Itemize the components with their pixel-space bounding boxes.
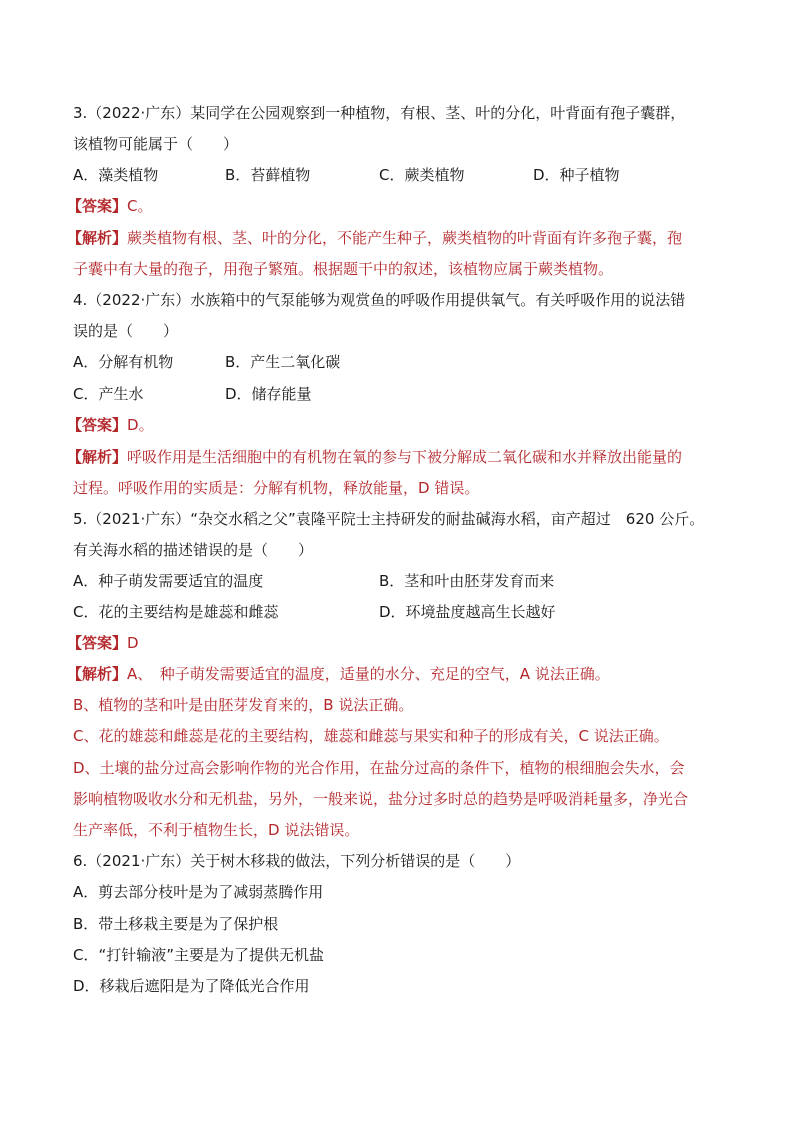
q6-option-b: B．带土移栽主要是为了保护根: [73, 915, 279, 933]
q4-analysis-line1: [67, 447, 682, 467]
q6-option-c: C．“打针输液”主要是为了提供无机盐: [73, 946, 325, 964]
q5-analysis-line-d2: 影响植物吸收水分和无机盐，另外，一般来说，盐分过多时总的趋势是呼吸消耗量多，净光合: [73, 790, 689, 808]
answer-value: D: [127, 634, 139, 652]
q6-stem: 6.（2021·广东）关于树木移栽的做法，下列分析错误的是（ ）: [73, 852, 521, 870]
answer-value: D。: [127, 416, 154, 434]
analysis-tag: 【解析】: [67, 448, 128, 466]
q4-answer: [67, 415, 154, 435]
q4-option-d: D．储存能量: [225, 385, 312, 403]
q5-option-c: C．花的主要结构是雄蕊和雌蕊: [73, 603, 279, 621]
q4-option-a: A．分解有机物: [73, 353, 174, 371]
q3-analysis-line2: 子囊中有大量的孢子，用孢子繁殖。根据题干中的叙述，该植物应属于蕨类植物。: [73, 260, 614, 278]
q3-option-b: B．苔藓植物: [225, 166, 311, 184]
q5-option-b: B．茎和叶由胚芽发育而来: [379, 572, 555, 590]
q5-option-a: A．种子萌发需要适宜的温度: [73, 572, 264, 590]
q4-option-b: B．产生二氧化碳: [225, 353, 341, 371]
analysis-text: 蕨类植物有根、茎、叶的分化，不能产生种子，蕨类植物的叶背面有许多孢子囊，孢: [127, 229, 683, 247]
analysis-text: A、 种子萌发需要适宜的温度，适量的水分、充足的空气，A 说法正确。: [127, 665, 610, 683]
q3-option-d: D．种子植物: [533, 166, 620, 184]
answer-tag: 【答案】: [67, 197, 128, 215]
answer-tag: 【答案】: [67, 634, 128, 652]
q5-analysis-line-c: C、花的雄蕊和雌蕊是花的主要结构，雄蕊和雌蕊与果实和种子的形成有关，C 说法正确。: [73, 727, 669, 745]
q6-option-a: A．剪去部分枝叶是为了减弱蒸腾作用: [73, 883, 324, 901]
q3-option-a: A．藻类植物: [73, 166, 159, 184]
q5-analysis-line-d3: 生产率低，不利于植物生长，D 说法错误。: [73, 821, 360, 839]
q3-stem-line1: 3.（2022·广东）某同学在公园观察到一种植物，有根、茎、叶的分化，叶背面有孢子囊群，: [73, 104, 686, 122]
q3-option-c: C．蕨类植物: [379, 166, 465, 184]
q4-stem-line2: 误的是（ ）: [73, 322, 179, 340]
q4-stem-line1: 4.（2022·广东）水族箱中的气泵能够为观赏鱼的呼吸作用提供氧气。有关呼吸作用的说法错: [73, 291, 686, 309]
analysis-tag: 【解析】: [67, 665, 128, 683]
answer-tag: 【答案】: [67, 416, 128, 434]
analysis-tag: 【解析】: [67, 229, 128, 247]
q5-answer: [67, 633, 139, 653]
q5-stem-line2: 有关海水稻的描述错误的是（ ）: [73, 541, 314, 559]
analysis-text: 呼吸作用是生活细胞中的有机物在氧的参与下被分解成二氧化碳和水并释放出能量的: [127, 448, 683, 466]
q3-stem-line2: 该植物可能属于（ ）: [73, 135, 239, 153]
q5-analysis-line-a: [67, 664, 610, 684]
q4-option-c: C．产生水: [73, 385, 144, 403]
q3-answer: [67, 196, 153, 216]
q3-analysis-line1: [67, 228, 682, 248]
q6-option-d: D．移栽后遮阳是为了降低光合作用: [73, 977, 310, 995]
q5-analysis-line-d1: D、土壤的盐分过高会影响作物的光合作用，在盐分过高的条件下，植物的根细胞会失水，会: [73, 759, 685, 777]
q5-option-d: D．环境盐度越高生长越好: [379, 603, 556, 621]
answer-value: C。: [127, 197, 153, 215]
q4-analysis-line2: 过程。呼吸作用的实质是：分解有机物，释放能量，D 错误。: [73, 479, 480, 497]
q5-analysis-line-b: B、植物的茎和叶是由胚芽发育来的，B 说法正确。: [73, 696, 414, 714]
q5-stem-line1: 5.（2021·广东）“杂交水稻之父”袁隆平院士主持研发的耐盐碱海水稻，亩产超过 620 公斤。: [73, 510, 705, 528]
